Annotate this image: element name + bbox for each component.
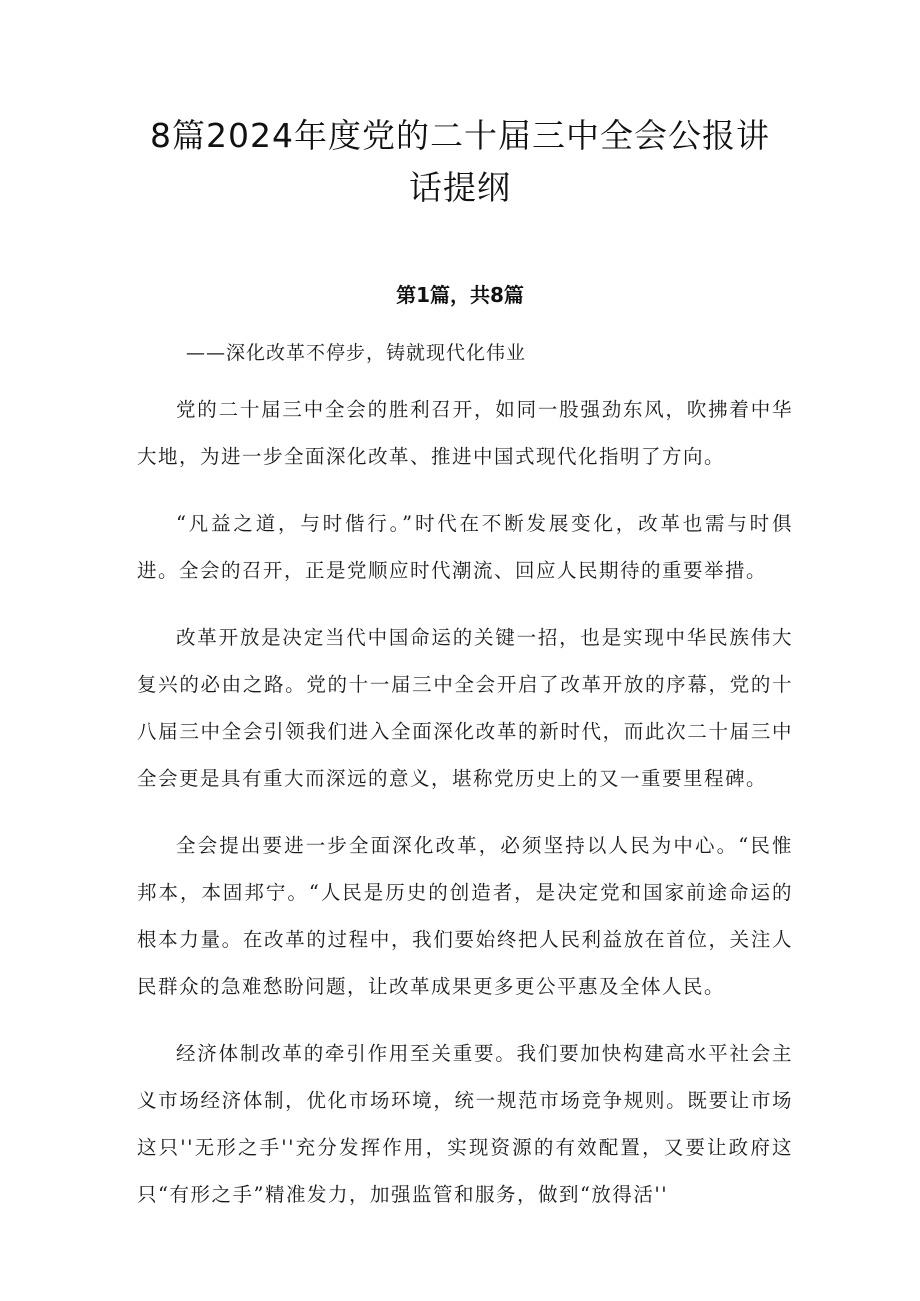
paragraph: 改革开放是决定当代中国命运的关键一招，也是实现中华民族伟大复兴的必由之路。党的十一届三中全会开启了改革开放的序幕，党的十八届三中全会引领我们进入全面深化改革的新时代，而此次二十届三中全会更是具有重大而深远的意义，堪称党历史上的又一重要里程碑。 xyxy=(137,626,793,790)
paragraph: 全会提出要进一步全面深化改革，必须坚持以人民为中心。“民惟邦本，本固邦宁。“人民是历史的创造者，是决定党和国家前途命运的根本力量。在改革的过程中，我们要始终把人民利益放在首位，关注人民群众的急难愁盼问题，让改革成果更多更公平惠及全体人民。 xyxy=(137,834,793,998)
document-body xyxy=(137,386,793,1238)
paragraph: 党的二十届三中全会的胜利召开，如同一股强劲东风，吹拂着中华大地，为进一步全面深化改革、推进中国式现代化指明了方向。 xyxy=(137,398,793,468)
document-title: 8篇2024年度党的二十届三中全会公报讲话提纲 xyxy=(150,116,770,207)
subtitle: ——深化改革不停步，铸就现代化伟业 xyxy=(186,342,527,364)
paragraph: “凡益之道，与时偕行。”时代在不断发展变化，改革也需与时俱进。全会的召开，正是党顺应时代潮流、回应人民期待的重要举措。 xyxy=(137,512,793,582)
paragraph: 经济体制改革的牵引作用至关重要。我们要加快构建高水平社会主义市场经济体制，优化市场环境，统一规范市场竞争规则。既要让市场这只''无形之手''充分发挥作用，实现资源的有效配置，又要让政府这只“有形之手”精准发力，加强监管和服务，做到“放得活'' xyxy=(137,1042,793,1206)
part-heading: 第1篇，共8篇 xyxy=(396,283,524,307)
